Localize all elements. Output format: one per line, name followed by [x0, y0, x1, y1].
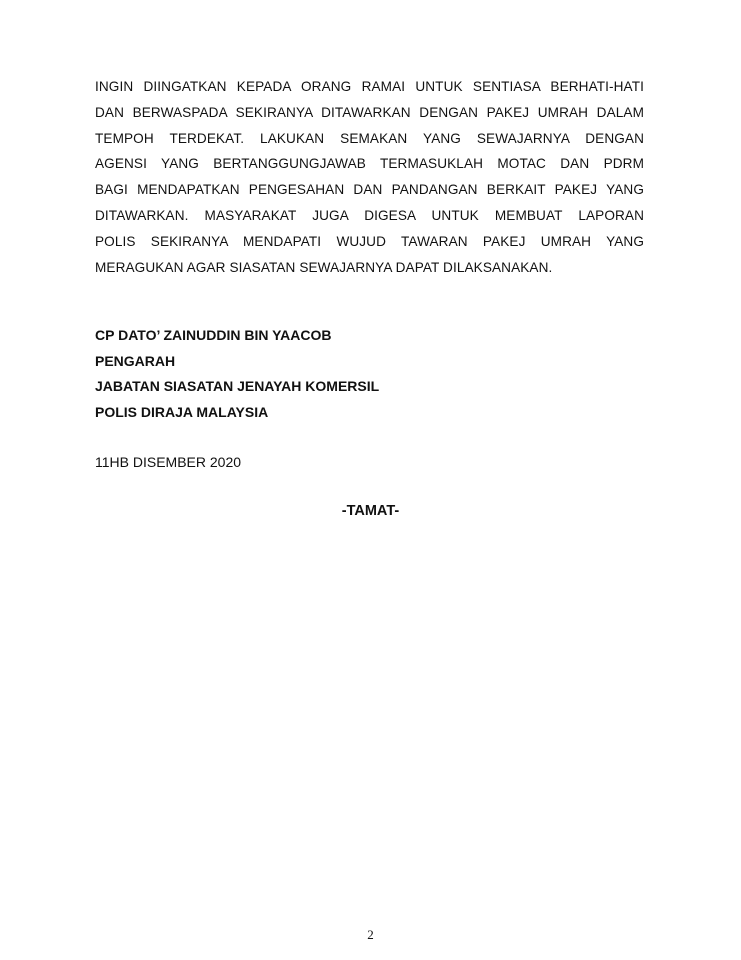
signature-block	[95, 323, 379, 425]
end-mark	[0, 500, 741, 522]
signatory-name: CP DATO’ ZAINUDDIN BIN YAACOB	[95, 327, 332, 343]
paragraph-line: MERAGUKAN AGAR SIASATAN SEWAJARNYA DAPAT DILAKSANAKAN.	[95, 259, 553, 275]
body-paragraph	[95, 74, 644, 280]
paragraph-line: TEMPOH TERDEKAT. LAKUKAN SEMAKAN YANG SEWAJARNYA DENGAN	[95, 130, 644, 146]
paragraph-line: POLIS SEKIRANYA MENDAPATI WUJUD TAWARAN PAKEJ UMRAH YANG	[95, 233, 644, 249]
signatory-position: PENGARAH	[95, 352, 176, 369]
signatory-organization: POLIS DIRAJA MALAYSIA	[95, 403, 269, 420]
end-mark-text: -TAMAT-	[341, 503, 400, 519]
page-number: 2	[367, 927, 374, 942]
document-date: 11HB DISEMBER 2020	[95, 454, 242, 470]
paragraph-line: AGENSI YANG BERTANGGUNGJAWAB TERMASUKLAH MOTAC DAN PDRM	[95, 156, 644, 172]
paragraph-line: DITAWARKAN. MASYARAKAT JUGA DIGESA UNTUK MEMBUAT LAPORAN	[95, 207, 644, 223]
paragraph-line: DAN BERWASPADA SEKIRANYA DITAWARKAN DENGAN PAKEJ UMRAH DALAM	[95, 104, 644, 120]
paragraph-line: BAGI MENDAPATKAN PENGESAHAN DAN PANDANGAN BERKAIT PAKEJ YANG	[95, 182, 644, 198]
signatory-department: JABATAN SIASATAN JENAYAH KOMERSIL	[95, 378, 380, 394]
paragraph-line: INGIN DIINGATKAN KEPADA ORANG RAMAI UNTUK SENTIASA BERHATI-HATI	[95, 79, 644, 94]
